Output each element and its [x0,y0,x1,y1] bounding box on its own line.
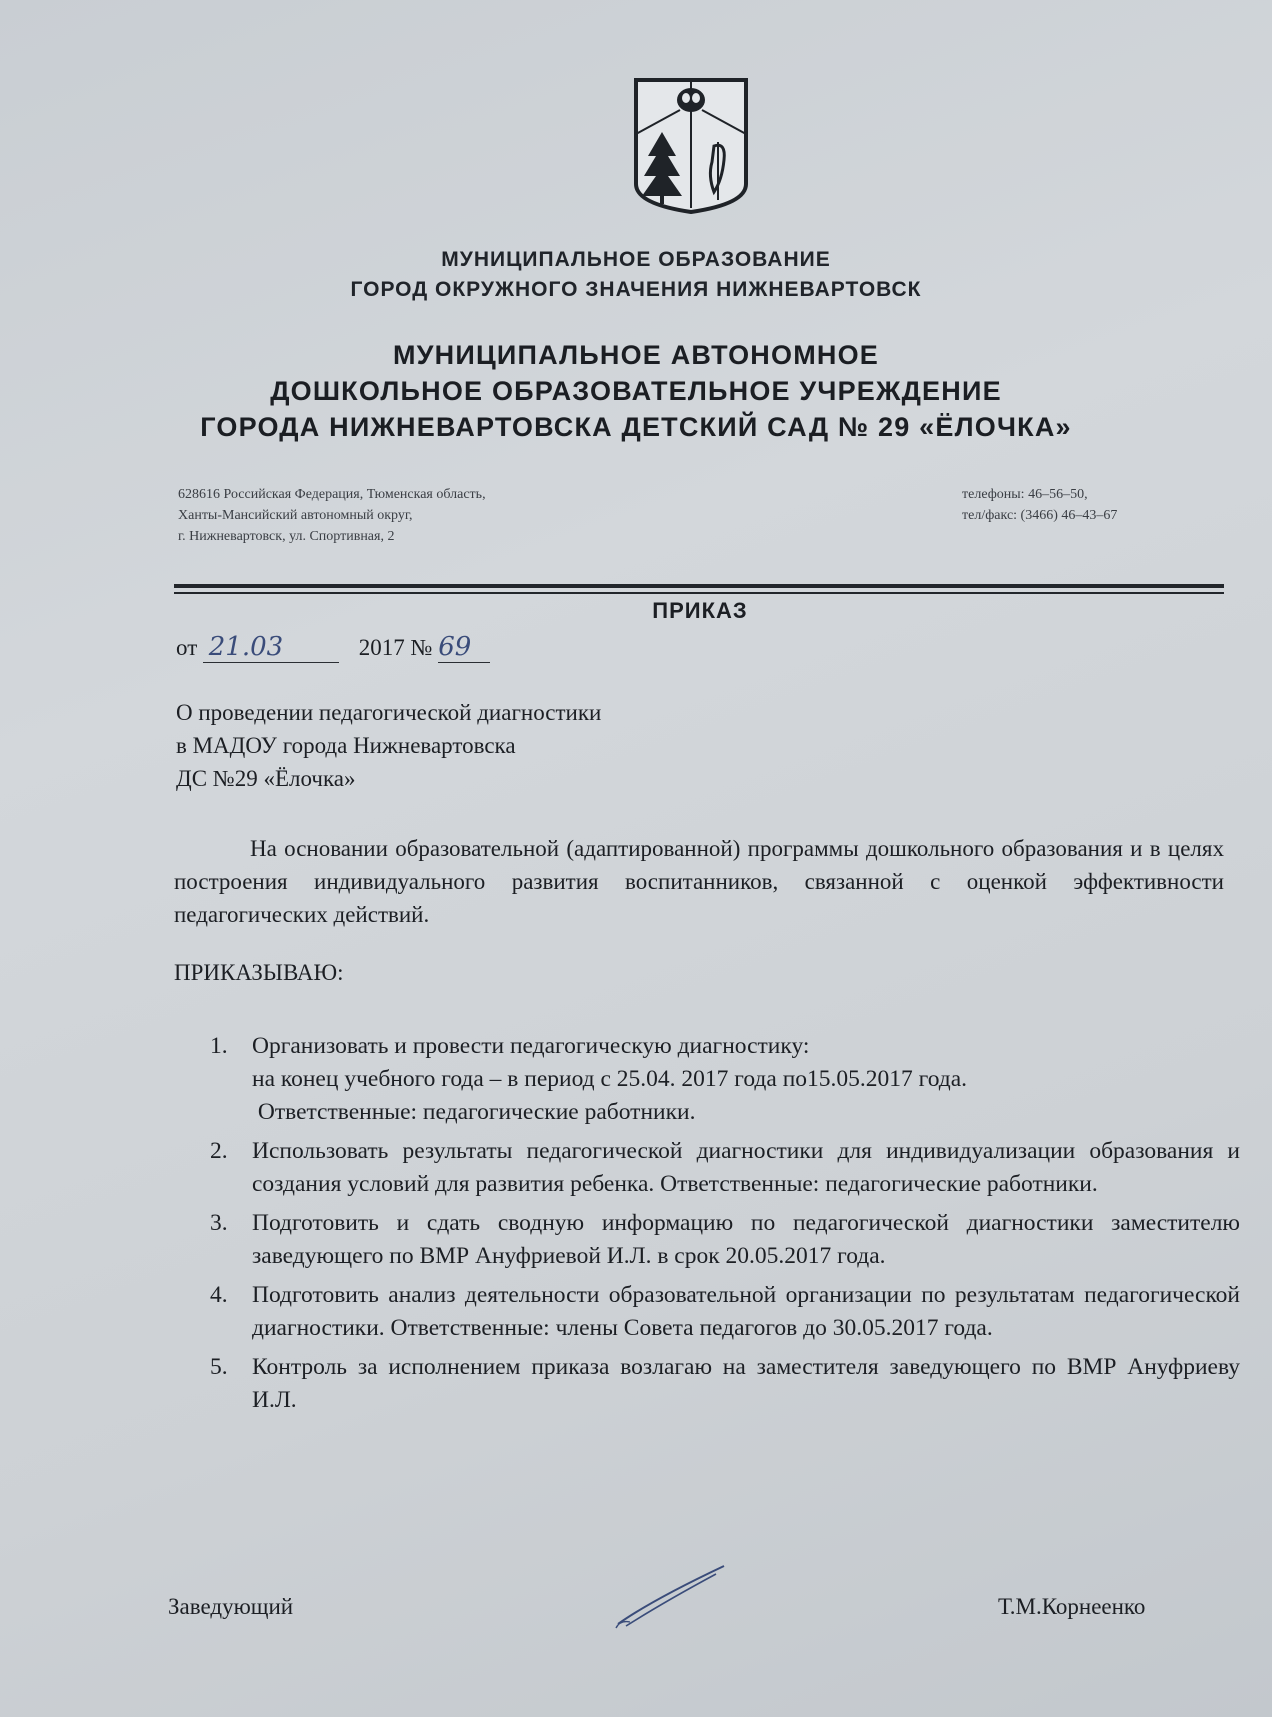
handwritten-signature [612,1560,732,1632]
address-line-1: 628616 Российская Федерация, Тюменская область, [178,487,486,502]
item-number: 1. [210,1033,228,1059]
subject-line-1: О проведении педагогической диагностики [176,700,602,725]
signatory-title: Заведующий [168,1594,294,1619]
item-2-text: Использовать результаты педагогической диагностики для индивидуализации образования и создания условий для развития ребенка. Ответственные: педагогические работники. [252,1138,1240,1197]
order-item [210,1207,1240,1273]
address-block [178,484,486,547]
date-field [203,632,339,663]
item-1-line-1: Организовать и провести педагогическую диагностику: [252,1033,810,1059]
institution-line-2: ДОШКОЛЬНОЕ ОБРАЗОВАТЕЛЬНОЕ УЧРЕЖДЕНИЕ [270,376,1002,406]
fax: тел/факс: (3466) 46–43–67 [962,508,1118,523]
institution-line-1: МУНИЦИПАЛЬНОЕ АВТОНОМНОЕ [392,340,879,370]
signatory-name: Т.М.Корнеенко [998,1594,1146,1619]
orders-word: ПРИКАЗЫВАЮ: [174,960,344,985]
item-number: 2. [210,1138,228,1164]
coat-of-arms-icon [632,76,750,216]
preamble-paragraph: На основании образовательной (адаптированной) программы дошкольного образования и в целях построения индивидуального развития воспитанников, связанной с оценкой эффективности педагогических действий. [174,836,1224,927]
year-label: 2017 № [358,635,433,660]
subject-line-2: в МАДОУ города Нижневартовска [176,733,516,758]
order-item [210,1279,1240,1345]
header-rule-thin [174,592,1224,594]
item-3-text: Подготовить и сдать сводную информацию по педагогической диагностики заместителю заведующего по ВМР Ануфриевой И.Л. в срок 20.05.2017 года. [252,1210,1240,1269]
municipality-line-2: ГОРОД ОКРУЖНОГО ЗНАЧЕНИЯ НИЖНЕВАРТОВСК [350,278,922,301]
item-1-line-3: Ответственные: педагогические работники. [252,1099,696,1125]
order-item [210,1135,1240,1201]
subject-line-3: ДС №29 «Ёлочка» [176,766,356,791]
item-4-text: Подготовить анализ деятельности образовательной организации по результатам педагогической диагностики. Ответственные: члены Совета педагогов до 30.05.2017 года. [252,1282,1240,1341]
address-line-2: Ханты-Мансийский автономный округ, [178,508,413,523]
contact-block [962,484,1117,526]
from-label: от [176,635,198,660]
item-number: 5. [210,1354,228,1380]
municipality-line-1: МУНИЦИПАЛЬНОЕ ОБРАЗОВАНИЕ [441,248,831,271]
order-item [210,1351,1240,1417]
order-date-line [176,632,490,663]
order-subject [176,696,601,795]
number-field [438,632,490,663]
order-title: ПРИКАЗ [652,598,748,623]
address-line-3: г. Нижневартовск, ул. Спортивная, 2 [178,529,395,544]
institution-line-3: ГОРОДА НИЖНЕВАРТОВСКА ДЕТСКИЙ САД № 29 «ЁЛОЧКА» [200,412,1072,442]
handwritten-date: 21.03 [208,632,284,662]
item-number: 4. [210,1282,228,1308]
item-number: 3. [210,1210,228,1236]
order-item [210,1030,1240,1129]
phones: телефоны: 46–56–50, [962,487,1088,502]
order-items-list [210,1030,1240,1423]
item-1-line-2: на конец учебного года – в период с 25.04. 2017 года по15.05.2017 года. [252,1066,968,1092]
header-rule-thick [174,584,1224,588]
item-5-text: Контроль за исполнением приказа возлагаю на заместителя заведующего по ВМР Ануфриеву И.Л. [252,1354,1240,1413]
handwritten-number: 69 [438,632,472,662]
